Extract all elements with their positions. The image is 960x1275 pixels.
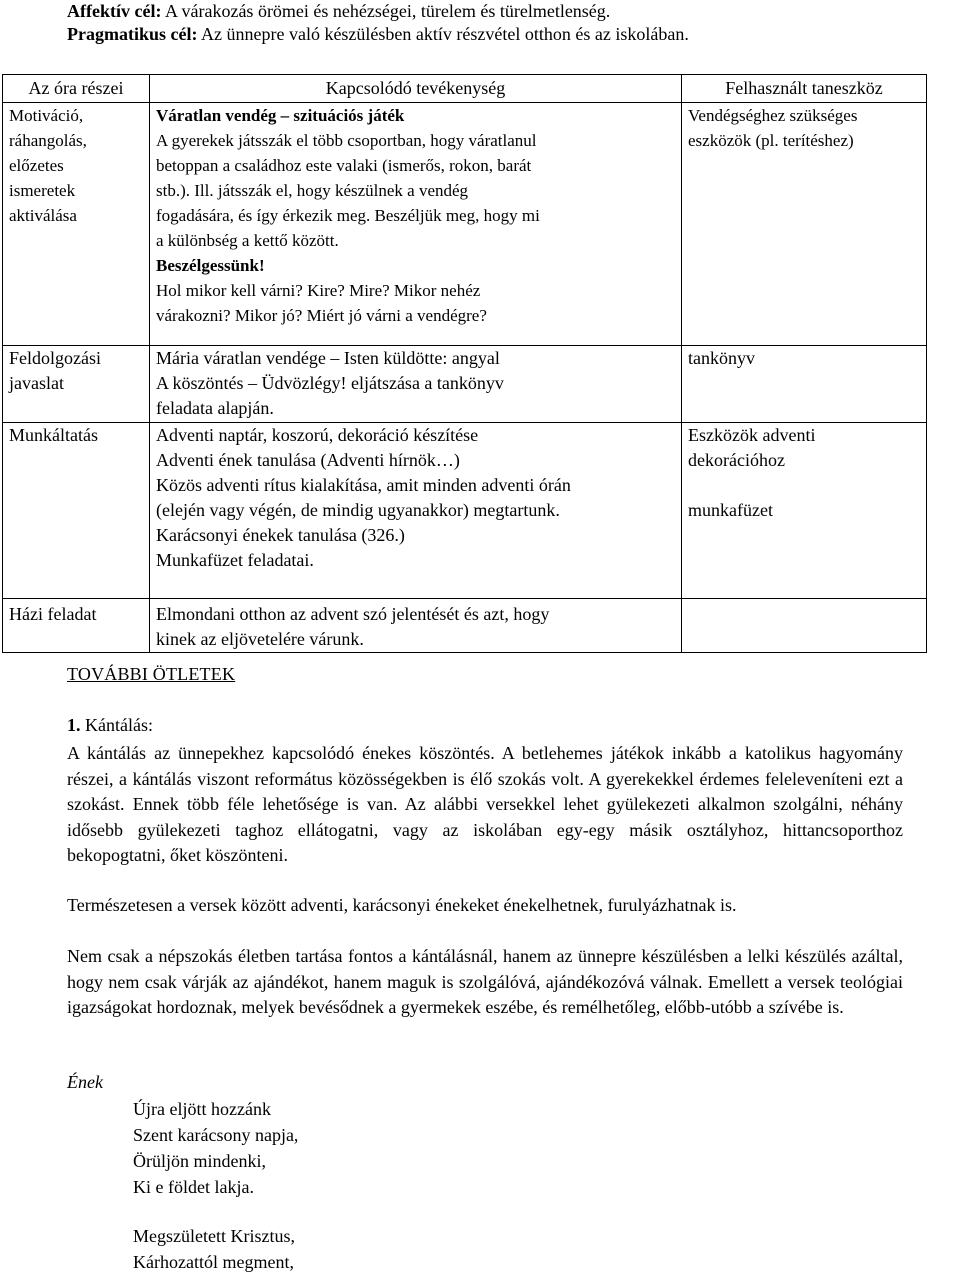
- activity-line: feladata alapján.: [156, 398, 274, 418]
- kantalas-paragraph-2: Természetesen a versek között adventi, karácsonyi énekeket énekelhetnek, furulyázhatnak is.: [67, 895, 737, 915]
- song-verse-2: [133, 1223, 295, 1275]
- pragmatic-goal-label: Pragmatikus cél:: [67, 24, 198, 44]
- activity-line: betoppan a családhoz este valaki (ismerős, rokon, barát: [156, 156, 532, 175]
- tool-line: tankönyv: [688, 348, 755, 368]
- lesson-part-line: ismeretek: [9, 181, 76, 200]
- kantalas-heading: [67, 715, 153, 736]
- further-ideas-title: TOVÁBBI ÖTLETEK: [67, 664, 236, 684]
- lesson-part-line: Munkáltatás: [9, 425, 98, 445]
- lesson-part-line: javaslat: [9, 373, 64, 393]
- activity-line: Mária váratlan vendége – Isten küldötte: angyal: [156, 348, 500, 368]
- lesson-part-cell: [3, 103, 150, 346]
- activity-title: Váratlan vendég – szituációs játék: [156, 106, 405, 125]
- verse-line: Szent karácsony napja,: [133, 1125, 299, 1145]
- tool-spacer: [688, 473, 920, 498]
- verse-line: Ki e földet lakja.: [133, 1177, 254, 1197]
- activity-line: Munkafüzet feladatai.: [156, 550, 314, 570]
- lesson-plan-table: [2, 74, 927, 653]
- lesson-part-line: Feldolgozási: [9, 348, 101, 368]
- kantalas-paragraph-1: A kántálás az ünnepekhez kapcsolódó énekes köszöntés. A betlehemes játékok inkább a katolikus hagyomány részei, a kántálás viszont református közösségekben is élő szokás volt. A gyerekekkel érdemes feleleveníteni ezt a szokást. Ennek több féle lehetősége is van. Az alábbi versekkel lehet gyülekezeti alkalmon szolgálni, néhány idősebb gyülekezeti taghoz ellátogatni, vagy az iskolában egy-egy másik osztályhoz, hittancsoporthoz bekopogtatni, őket köszönteni.: [67, 743, 903, 865]
- tool-line: dekorációhoz: [688, 450, 785, 470]
- song-heading: Ének: [67, 1072, 103, 1092]
- activity-cell: [150, 423, 682, 599]
- lesson-part-cell: [3, 346, 150, 423]
- activity-line: Hol mikor kell várni? Kire? Mire? Mikor nehéz: [156, 281, 481, 300]
- table-header-row: [3, 75, 927, 103]
- activity-line: stb.). Ill. játsszák el, hogy készülnek a vendég: [156, 181, 469, 200]
- tools-cell: [682, 346, 927, 423]
- activity-line: várakozni? Mikor jó? Miért jó várni a vendégre?: [156, 306, 487, 325]
- activity-line: Adventi naptár, koszorú, dekoráció készítése: [156, 425, 479, 445]
- lesson-part-line: Házi feladat: [9, 604, 97, 624]
- tool-line: eszközök (pl. terítéshez): [688, 131, 854, 150]
- activity-cell: [150, 346, 682, 423]
- table-header-cell: Az óra részei: [3, 75, 150, 103]
- table-row: [3, 103, 927, 346]
- activity-line: fogadására, és így érkezik meg. Beszéljük meg, hogy mi: [156, 206, 540, 225]
- kantalas-label: Kántálás:: [80, 715, 153, 735]
- table-row: [3, 599, 927, 653]
- activity-cell: [150, 599, 682, 653]
- affective-goal-label: Affektív cél:: [67, 1, 162, 21]
- lesson-part-line: ráhangolás,: [9, 131, 87, 150]
- tools-cell: [682, 103, 927, 346]
- activity-line: Elmondani otthon az advent szó jelentését és azt, hogy: [156, 604, 550, 624]
- pragmatic-goal-text: Az ünnepre való készülésben aktív részvétel otthon és az iskolában.: [197, 24, 689, 44]
- table-row: [3, 423, 927, 599]
- activity-line: Karácsonyi énekek tanulása (326.): [156, 525, 405, 545]
- lesson-part-cell: [3, 599, 150, 653]
- activity-line: Adventi ének tanulása (Adventi hírnök…): [156, 450, 460, 470]
- activity-line: Közös adventi rítus kialakítása, amit minden adventi órán: [156, 475, 571, 495]
- activity-line: A köszöntés – Üdvözlégy! eljátszása a tankönyv: [156, 373, 504, 393]
- table-header-cell: Kapcsolódó tevékenység: [150, 75, 682, 103]
- activity-line: a különbség a kettő között.: [156, 231, 339, 250]
- tools-cell: [682, 599, 927, 653]
- tools-cell: [682, 423, 927, 599]
- tool-line: Vendégséghez szükséges: [688, 106, 858, 125]
- activity-line: A gyerekek játsszák el több csoportban, hogy váratlanul: [156, 131, 537, 150]
- tool-line: Eszközök adventi: [688, 425, 816, 445]
- lesson-part-line: előzetes: [9, 156, 64, 175]
- tool-line: munkafüzet: [688, 500, 773, 520]
- pragmatic-goal: [67, 23, 689, 45]
- lesson-part-cell: [3, 423, 150, 599]
- verse-line: Kárhozattól megment,: [133, 1252, 294, 1272]
- affective-goal: [67, 0, 610, 22]
- activity-line: kinek az eljövetelére várunk.: [156, 629, 364, 649]
- verse-line: Újra eljött hozzánk: [133, 1099, 271, 1119]
- lesson-part-line: Motiváció,: [9, 106, 84, 125]
- lesson-part-line: aktiválása: [9, 206, 77, 225]
- kantalas-number: 1.: [67, 715, 81, 735]
- activity-line: (elején vagy végén, de mindig ugyanakkor) megtartunk.: [156, 500, 560, 520]
- table-row: [3, 346, 927, 423]
- verse-line: Örüljön mindenki,: [133, 1151, 266, 1171]
- activity-subtitle: Beszélgessünk!: [156, 256, 265, 275]
- song-verse-1: [133, 1096, 298, 1200]
- kantalas-paragraph-3: Nem csak a népszokás életben tartása fontos a kántálásnál, hanem az ünnepre készülésben a lelki készülés azáltal, hogy nem csak várják az ajándékot, hanem maguk is szolgálóvá, ajándékozóvá válnak. Emellett a versek teológiai igazságokat hordoznak, melyek bevésődnek a gyermekek eszébe, és remélhetőleg, előbb-utóbb a szívébe is.: [67, 946, 903, 1017]
- table-header-cell: Felhasznált taneszköz: [682, 75, 927, 103]
- affective-goal-text: A várakozás örömei és nehézségei, türelem és türelmetlenség.: [161, 1, 611, 21]
- activity-cell: [150, 103, 682, 346]
- verse-line: Megszületett Krisztus,: [133, 1226, 295, 1246]
